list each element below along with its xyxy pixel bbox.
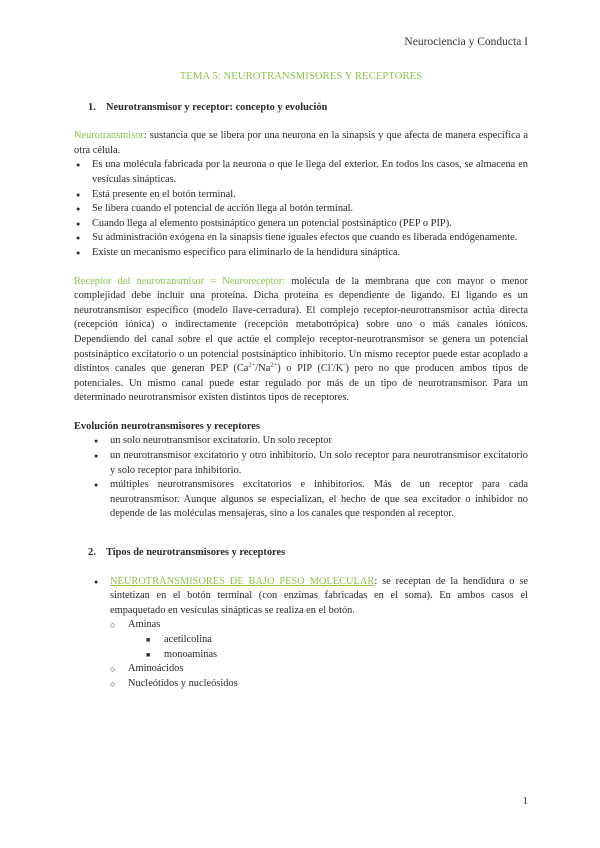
list-item: ● un neurotransmisor excitatorio y otro inhibitorio. Un solo receptor para neurotransmisor excitatorio y solo receptor para inhibitorio.: [74, 449, 528, 478]
receptor-paragraph: [74, 275, 528, 406]
document-body: [74, 70, 528, 691]
evolution-heading: Evolución neurotransmisores y receptores: [74, 420, 260, 432]
list-item: ■ monoaminas: [146, 648, 528, 663]
list-item: ● múltiples neurotransmisores excitatorios e inhibitorios. Más de un receptor para cada neurotransmisor. Aunque algunos se especializan, el hecho de que sea excitador o inhibidor no depende de las moléculas mensajeras, sino a los canales que responden al receptor.: [74, 478, 528, 522]
subtypes-list-cont: [74, 662, 528, 691]
receptor-text: ) pero no que producen ambos tipos de potenciales. Un mismo canal puede estar regulado por más de un tipo de neurotransmisor. Para un determinado neurotransmisor existen distintos tipos de receptores.: [74, 363, 529, 404]
list-item: ● Existe un mecanismo específico para eliminarlo de la hendidura sináptica.: [74, 246, 528, 261]
amines-list: [74, 633, 528, 662]
list-item: ● un solo neurotransmisor excitatorio. Un solo receptor: [74, 434, 528, 449]
types-list: [74, 575, 528, 619]
low-molecular-weight-link[interactable]: NEUROTRANSMISORES DE BAJO PESO MOLECULAR: [110, 575, 375, 587]
section-1-title: Neurotransmisor y receptor: concepto y evolución: [106, 101, 328, 113]
list-item: ● Cuando llega al elemento postsináptico genera un potencial postsináptico (PEP o PIP).: [74, 217, 528, 232]
receptor-text: ) o PIP (Cl: [277, 363, 331, 375]
list-item: ○ Aminoácidos: [110, 662, 528, 677]
page-number: 1: [522, 795, 528, 807]
neurotransmitter-properties-list: [74, 158, 528, 260]
list-item: ● Es una molécula fabricada por la neurona o que le llega del exterior. En todos los casos, se almacena en vesículas sinápticas.: [74, 158, 528, 187]
superscript: 2+: [248, 361, 256, 369]
subtypes-list: [74, 618, 528, 633]
list-item: ● Su administración exógena en la sinapsis tiene iguales efectos que cuando es liberada endógenamente.: [74, 231, 528, 246]
document-title: TEMA 5: NEUROTRANSMISORES Y RECEPTORES: [179, 71, 423, 82]
receptor-text: /K: [332, 363, 344, 375]
list-item: ■ acetilcolina: [146, 633, 528, 648]
definition-term: Neurotransmisor: [74, 130, 144, 142]
page-header: Neurociencia y Conducta I: [404, 36, 528, 48]
receptor-text: molécula de la membrana que con mayor o menor complejidad debe incluir una proteína. Dicha proteína es dependiente de ligando. El ligando es un neurotransmisor específico (modelo llave-cerradura). El complejo receptor-neurotransmisor actúa directa (recepción iónica) o indirectamente (recepción metabotrópica) sobre uno o más canales iónicos. Dependiendo del canal sobre el que actúe el complejo receptor-neurotransmisor se genera un potencial postsináptico excitatorio o un potencial postsináptico inhibitorio. Un mismo receptor puede estar acoplado a distintos canales que generan PEP (Ca: [74, 275, 528, 375]
superscript: -: [330, 361, 333, 369]
definition-text: : sustancia que se libera por una neurona en la sinapsis y que afecta de manera específica a otra célula.: [74, 130, 528, 156]
receptor-term: Receptor del neurotransmisor = Neuroreceptor:: [74, 275, 286, 287]
list-item: ○ Aminas: [110, 618, 528, 633]
list-item: ○ Nucleótidos y nucleósidos: [110, 677, 528, 692]
superscript: 2+: [270, 361, 278, 369]
list-item: [74, 575, 528, 619]
section-2-title: Tipos de neurotransmisores y receptores: [106, 547, 286, 559]
neurotransmitter-definition: [74, 129, 528, 158]
section-1-number: 1.: [88, 101, 96, 113]
evolution-list: [74, 434, 528, 522]
section-2-heading: [74, 546, 528, 561]
superscript: -: [343, 361, 346, 369]
item-text: : se receptan de la hendidura o se sintetizan en el botón terminal (con enzimas fabricadas en el soma). En ambos casos el empaquetado en vesículas sinápticas se realiza en el botón.: [110, 575, 528, 616]
list-item: ● Se libera cuando el potencial de acción llega al botón terminal.: [74, 202, 528, 217]
list-item: ● Está presente en el botón terminal.: [74, 188, 528, 203]
receptor-text: /Na: [255, 363, 271, 375]
section-2-number: 2.: [88, 547, 96, 559]
section-1-heading: [74, 101, 528, 116]
